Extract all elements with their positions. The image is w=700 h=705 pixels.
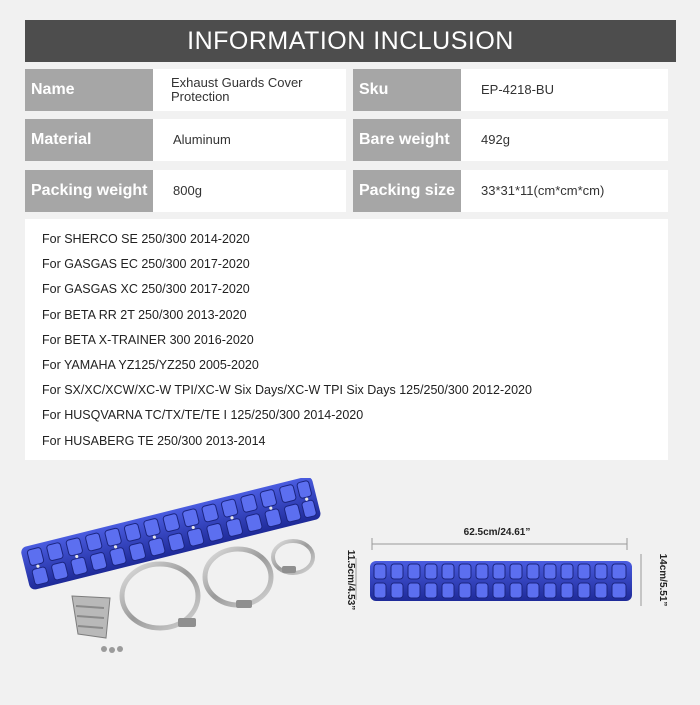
length-dimension: 62.5cm/24.61” xyxy=(463,527,531,538)
packing-size-label: Packing size xyxy=(353,170,461,212)
list-item: For HUSQVARNA TC/TX/TE/TE I 125/250/300 2014-2020 xyxy=(42,408,364,423)
list-item: For GASGAS EC 250/300 2017-2020 xyxy=(42,257,250,272)
list-item: For YAMAHA YZ125/YZ250 2005-2020 xyxy=(42,357,259,372)
material-value: Aluminum xyxy=(153,119,346,161)
right-height-dimension: 14cm/5.51” xyxy=(657,553,668,607)
list-item: For BETA RR 2T 250/300 2013-2020 xyxy=(42,307,247,322)
packing-weight-value: 800g xyxy=(153,170,346,212)
name-value-text: Exhaust Guards Cover Protection xyxy=(171,75,303,104)
name-value xyxy=(153,69,346,111)
name-label: Name xyxy=(25,69,153,111)
mounting-bracket-photo xyxy=(72,596,123,653)
packing-size-value: 33*31*11(cm*cm*cm) xyxy=(461,170,668,212)
sku-label: Sku xyxy=(353,69,461,111)
list-item: For SX/XC/XCW/XC-W TPI/XC-W Six Days/XC-W TPI Six Days 125/250/300 2012-2020 xyxy=(42,383,532,398)
dimension-diagram xyxy=(345,527,668,610)
exhaust-guard-photo xyxy=(20,478,322,591)
list-item: For GASGAS XC 250/300 2017-2020 xyxy=(42,282,250,297)
list-item: For HUSABERG TE 250/300 2013-2014 xyxy=(42,433,266,448)
product-photos xyxy=(0,478,700,700)
page-title: INFORMATION INCLUSION xyxy=(25,20,676,62)
bare-weight-label: Bare weight xyxy=(353,119,461,161)
packing-weight-label: Packing weight xyxy=(25,170,153,212)
left-height-dimension: 11.5cm/4.53” xyxy=(345,549,356,611)
bare-weight-value: 492g xyxy=(461,119,668,161)
sku-value: EP-4218-BU xyxy=(461,69,668,111)
list-item: For SHERCO SE 250/300 2014-2020 xyxy=(42,232,250,246)
list-item: For BETA X-TRAINER 300 2016-2020 xyxy=(42,332,254,347)
material-label: Material xyxy=(25,119,153,161)
compatibility-list xyxy=(25,219,668,460)
